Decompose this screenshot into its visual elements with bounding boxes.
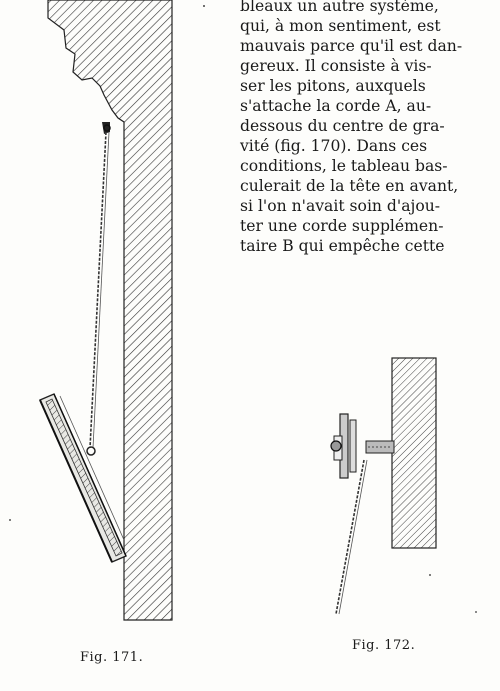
text-line: vité (fig. 170). Dans ces	[240, 137, 428, 155]
text-line: mauvais parce qu'il est dan-	[240, 37, 463, 55]
text-line: gereux. Il consiste à vis-	[240, 57, 432, 75]
text-line: culerait de la tête en avant,	[240, 177, 459, 195]
text-line: taire B qui empêche cette	[240, 237, 445, 255]
text-line: dessous du centre de gra-	[240, 117, 445, 135]
text-line: si l'on n'avait soin d'ajou-	[240, 197, 441, 215]
text-line: ser les pitons, auxquels	[240, 77, 426, 95]
body-text	[240, 0, 496, 256]
fig171-tilted-frame	[40, 394, 126, 562]
text-line: bleaux un autre système,	[240, 0, 439, 15]
fig172-caption: Fig. 172.	[352, 638, 416, 653]
text-line: s'attache la corde A, au-	[240, 97, 432, 115]
text-line: conditions, le tableau bas-	[240, 157, 448, 175]
fig172-cord	[336, 460, 367, 614]
text-line: ter une corde supplémen-	[240, 217, 444, 235]
text-line: qui, à mon sentiment, est	[240, 17, 441, 35]
fig171-cord	[87, 132, 109, 455]
fig172-wall	[331, 358, 436, 548]
fig171-caption: Fig. 171.	[80, 650, 144, 665]
